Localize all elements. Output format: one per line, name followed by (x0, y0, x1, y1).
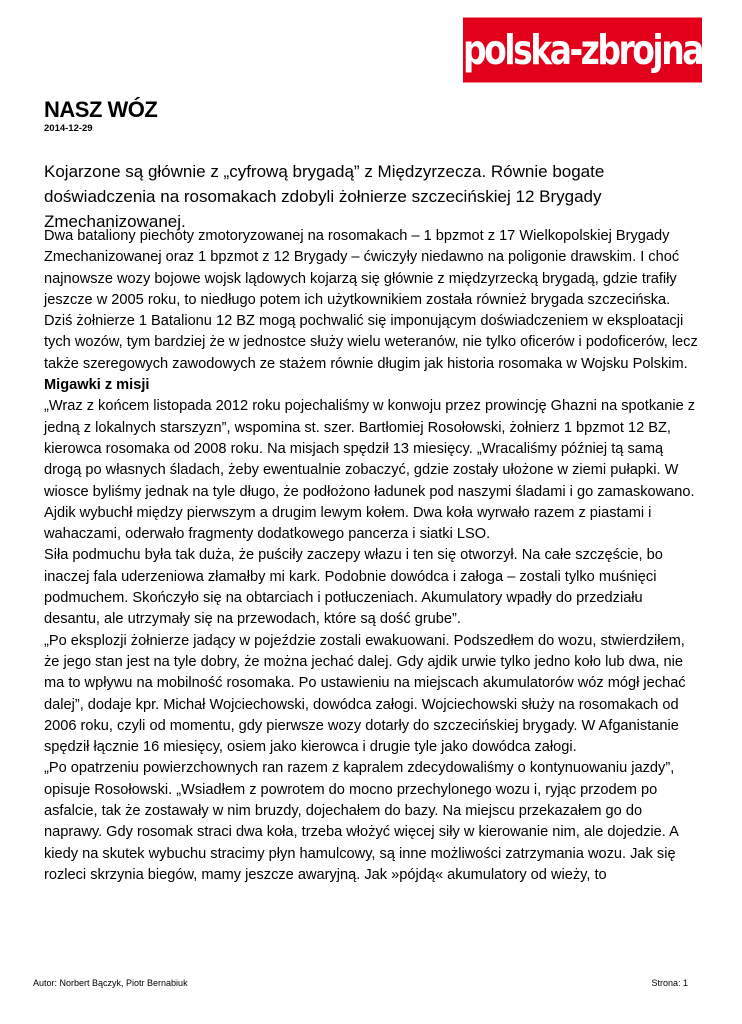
paragraph: „Wraz z końcem listopada 2012 roku pojechaliśmy w konwoju przez prowincję Ghazni na spotkanie z jedną z lokalnych starszyzn”, wspomina st. szer. Bartłomiej Rosołowski, żołnierz 1 bpzmot 12 BZ, kierowca rosomaka od 2008 roku. Na misjach spędził 13 miesięcy. „Wracaliśmy później tą samą drogą po własnych śladach, żeby ewentualnie zobaczyć, gdzie zostały ułożone w ziemi pułapki. W wiosce byliśmy jednak na tyle długo, że podłożono ładunek pod naszymi śladami i go zamaskowano. Ajdik wybuchł między pierwszym a drugim lewym kołem. Dwa koła wyrwało razem z piastami i wahaczami, oderwało fragmenty dodatkowego pancerza i siatki LSO. (44, 398, 696, 543)
article-body (44, 226, 699, 886)
section-heading: Migawki z misji (44, 377, 150, 394)
article-date: 2014-12-29 (44, 123, 93, 134)
paragraph: Dwa bataliony piechoty zmotoryzowanej na rosomakach – 1 bpzmot z 17 Wielkopolskiej Brygady Zmechanizowanej oraz 1 bpzmot z 12 Brygady – ćwiczyły niedawno na poligonie drawskim. I choć najnowsze wozy bojowe wojsk lądowych kojarzą się głównie z międzyrzecką brygadą, gdzie trafiły jeszcze w 2005 roku, to niedługo potem ich użytkownikiem została również brygada szczecińska. Dziś żołnierze 1 Batalionu 12 BZ mogą pochwalić się imponującym doświadczeniem w eksploatacji tych wozów, tym bardziej że w jednostce służy wielu weteranów, nie tylko oficerów i podoficerów, lecz także szeregowych zawodowych ze stażem równie długim jak historia rosomaka w Wojsku Polskim. (44, 228, 698, 372)
site-logo[interactable]: polska-zbrojna.pl (463, 18, 702, 83)
footer-page-number: Strona: 1 (651, 978, 688, 988)
paragraph: „Po opatrzeniu powierzchownych ran razem z kapralem zdecydowaliśmy o kontynuowaniu jazdy”, opisuje Rosołowski. „Wsiadłem z powrotem do mocno przechylonego wozu i, ryjąc przodem po asfalcie, tak że zostawały w nim bruzdy, dojechałem do bazy. Na miejscu przekazałem go do naprawy. Gdy rosomak straci dwa koła, trzeba włożyć więcej siły w kierowanie nim, ale dojedzie. A kiedy na skutek wybuchu stracimy płyn hamulcowy, są inne możliwości zatrzymania wozu. Jak się rozleci skrzynia biegów, mamy jeszcze awaryjną. Jak »pójdą« akumulatory od wieży, to (44, 760, 679, 883)
paragraph: Siła podmuchu była tak duża, że puściły zaczepy włazu i ten się otworzył. Na całe szczęście, bo inaczej fala uderzeniowa złamałby mi kark. Podobnie dowódca i załoga – zostali tylko muśnięci podmuchem. Skończyło się na obtarciach i potłuczeniach. Akumulatory wpadły do przedziału desantu, ale utrzymały się na przewodach, które są dość grube”. (44, 547, 663, 628)
footer-authors: Autor: Norbert Bączyk, Piotr Bernabiuk (33, 978, 188, 988)
paragraph: „Po eksplozji żołnierze jadący w pojeździe zostali ewakuowani. Podszedłem do wozu, stwierdziłem, że jego stan jest na tyle dobry, że można jechać dalej. Gdy ajdik urwie tylko jedno koło lub dwa, nie ma to wpływu na mobilność rosomaka. Po ustawieniu na miejscach akumulatorów wóz mógł jechać dalej”, dodaje kpr. Michał Wojciechowski, dowódca załogi. Wojciechowski służy na rosomakach od 2006 roku, czyli od momentu, gdy pierwsze wozy dotarły do szczecińskiej brygady. W Afganistanie spędził łącznie 16 miesięcy, osiem jako kierowca i drugie tyle jako dowódca załogi. (44, 632, 686, 756)
article-title: NASZ WÓZ (44, 97, 158, 122)
article-lead: Kojarzone są głównie z „cyfrową brygadą” z Międzyrzecza. Równie bogate doświadczenia na rosomakach zdobyli żołnierze szczecińskiej 12 Brygady Zmechanizowanej. (44, 162, 605, 231)
